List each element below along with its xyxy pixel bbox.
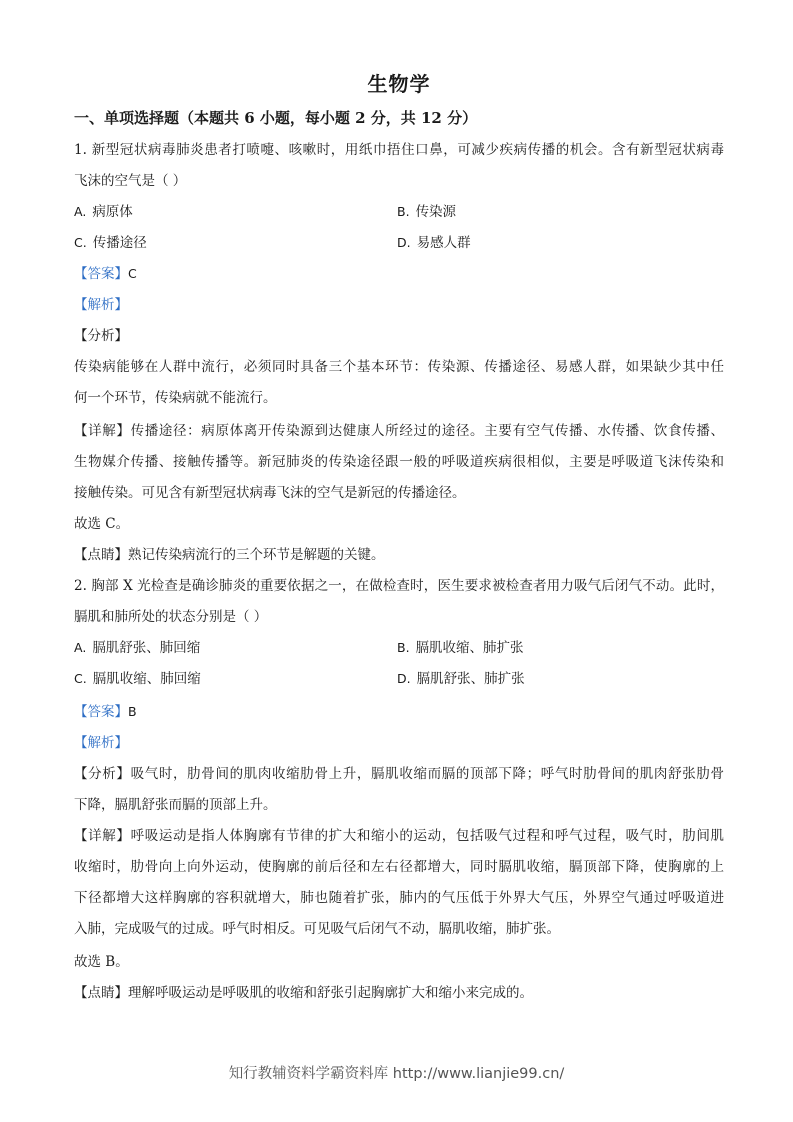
section-heading: 一、单项选择题（本题共 6 小题，每小题 2 分，共 12 分） [74,109,478,127]
option-letter: C. [74,671,87,686]
q1-fenxi-tag [74,327,128,345]
q2-conclusion: 故选 B。 [74,954,129,970]
option-letter: B. [397,204,410,219]
detail-text: 传播途径：病原体离开传染源到达健康人所经过的途径。主要有空气传播、水传播、饮食传播、 [130,423,724,439]
option-text: 传播途径 [92,235,147,251]
q2-detail-line-4: 入肺，完成吸气的过成。呼气时相反。可见吸气后闭气不动，膈肌收缩，肺扩张。 [74,921,560,937]
q2-option-a [74,639,200,657]
option-text: 膈肌舒张、肺回缩 [92,640,201,656]
option-text: 膈肌收缩、肺扩张 [415,640,524,656]
option-text: 膈肌收缩、肺回缩 [92,671,201,687]
q1-conclusion: 故选 C。 [74,516,130,532]
q2-detail-line-1 [74,827,724,845]
q2-option-d [397,670,525,688]
option-letter: A. [74,640,87,655]
answer-value: B [128,704,137,719]
detail-text: 呼吸运动是指人体胸廓有节律的扩大和缩小的运动，包括吸气过程和呼气过程，吸气时，肋间肌 [130,828,724,844]
q1-fenxi-line-2: 何一个环节，传染病就不能流行。 [74,390,277,406]
option-text: 易感人群 [416,235,471,251]
option-text: 传染源 [415,204,457,220]
q1-answer [74,265,137,283]
dianjing-tag: 【点睛】 [74,985,128,1001]
q2-option-c [74,670,201,688]
q2-fenxi-line-1 [74,765,724,783]
q1-stem-line-2: 飞沫的空气是（ ） [74,173,187,189]
q2-detail-line-3: 下径都增大这样胸廓的容积就增大，肺也随着扩张，肺内的气压低于外界大气压，外界空气通过呼吸道进 [74,890,724,906]
q1-stem-line-1: 1. 新型冠状病毒肺炎患者打喷嚏、咳嗽时，用纸巾捂住口鼻，可减少疾病传播的机会。含有新型冠状病毒 [74,142,724,158]
detail-tag: 【详解】 [74,423,131,439]
q2-stem-line-1: 2. 胸部 X 光检查是确诊肺炎的重要依据之一，在做检查时，医生要求被检查者用力吸气后闭气不动。此时， [74,578,724,594]
dianjing-text: 熟记传染病流行的三个环节是解题的关键。 [128,547,385,563]
option-text: 病原体 [92,204,133,220]
q2-analysis-tag [74,734,128,752]
dianjing-tag: 【点睛】 [74,547,128,563]
option-letter: B. [397,640,410,655]
answer-tag: 【答案】 [74,704,128,720]
q1-detail-line-3: 接触传染。可见含有新型冠状病毒飞沫的空气是新冠的传播途径。 [74,485,466,501]
q2-fenxi-line-2: 下降，膈肌舒张而膈的顶部上升。 [74,797,277,813]
q1-option-a [74,203,133,221]
analysis-tag: 【解析】 [74,735,128,751]
q2-option-b [397,639,524,657]
option-letter: A. [74,204,87,219]
q1-detail-line-1 [74,422,724,440]
q2-dianjing [74,984,533,1002]
option-text: 膈肌舒张、肺扩张 [416,671,525,687]
q1-option-d [397,234,471,252]
q1-detail-line-2: 生物媒介传播、接触传播等。新冠肺炎的传染途径跟一般的呼吸道疾病很相似，主要是呼吸道飞沫传染和 [74,454,724,470]
detail-tag: 【详解】 [74,828,131,844]
option-letter: C. [74,235,87,250]
q1-option-c [74,234,147,252]
q1-option-b [397,203,456,221]
q2-answer [74,703,137,721]
answer-value: C [128,266,137,281]
q1-fenxi-line-1: 传染病能够在人群中流行，必须同时具备三个基本环节：传染源、传播途径、易感人群，如果缺少其中任 [74,359,724,375]
fenxi-tag: 【分析】 [74,328,128,344]
page-title: 生物学 [367,72,431,96]
option-letter: D. [397,671,411,686]
footer-watermark: 知行教辅资料学霸资料库 http://www.lianjie99.cn/ [228,1066,565,1082]
answer-tag: 【答案】 [74,266,128,282]
q2-stem-line-2: 膈肌和肺所处的状态分别是（ ） [74,609,268,625]
fenxi-tag: 【分析】 [74,766,131,782]
dianjing-text: 理解呼吸运动是呼吸肌的收缩和舒张引起胸廓扩大和缩小来完成的。 [128,985,533,1001]
fenxi-text: 吸气时，肋骨间的肌肉收缩肋骨上升，膈肌收缩而膈的顶部下降；呼气时肋骨间的肌肉舒张肋骨 [130,766,724,782]
analysis-tag: 【解析】 [74,297,128,313]
q1-analysis-tag [74,296,128,314]
option-letter: D. [397,235,411,250]
q2-detail-line-2: 收缩时，肋骨向上向外运动，使胸廓的前后径和左右径都增大，同时膈肌收缩，膈顶部下降，使胸廓的上 [74,859,724,875]
q1-dianjing [74,546,385,564]
